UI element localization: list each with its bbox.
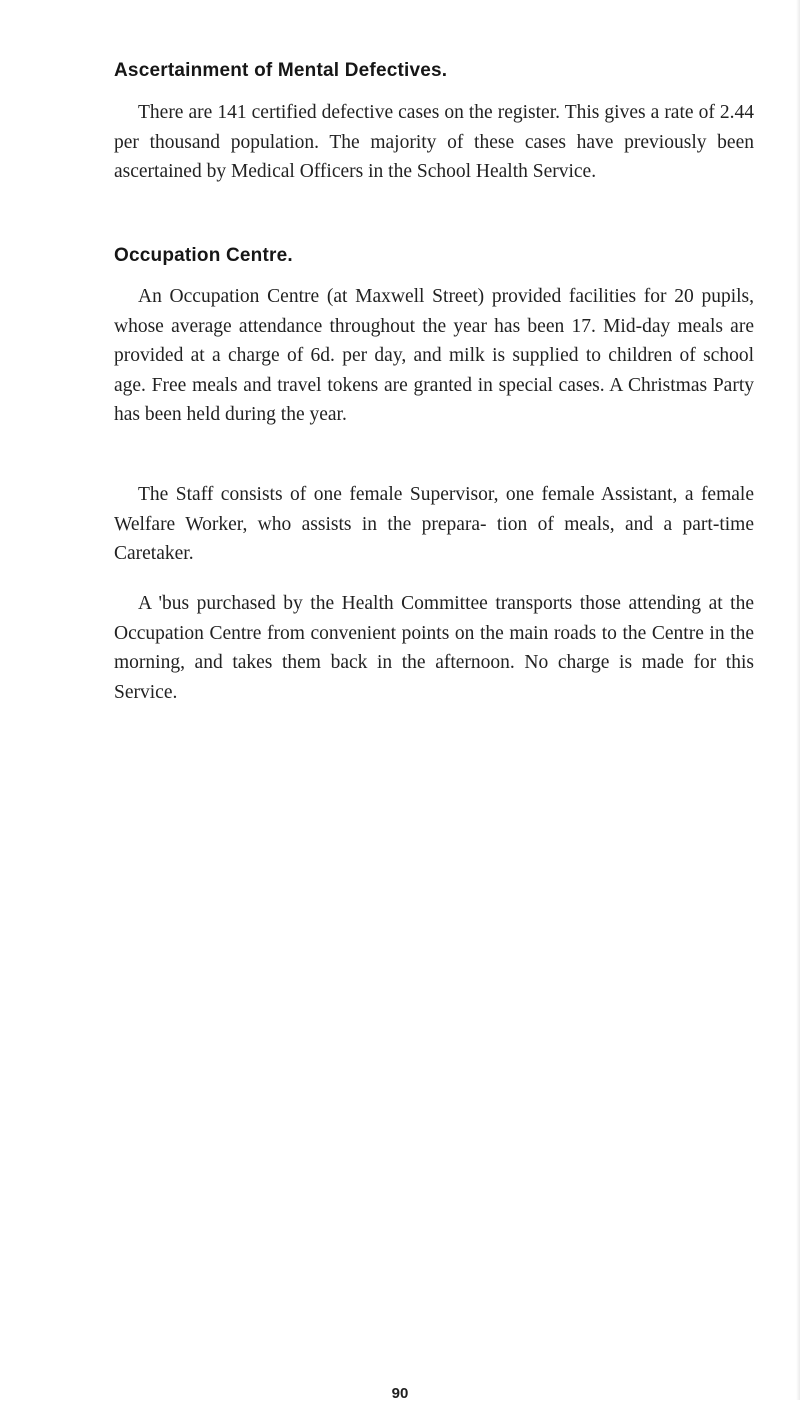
paragraph-text: There are 141 certified defective cases on the register. This gives a rate of 2.44 per thousand population. The majority of these cases have previously been ascertained by Medical Officers in the School Health Service. [114,102,754,182]
paragraph-text: The Staff consists of one female Supervisor, one female Assistant, a female Welfare Worker, who assists in the prepara- tion of meals, and a part-time Caretaker. [114,484,754,564]
paragraph-ascertainment [114,98,754,187]
section-heading-ascertainment: Ascertainment of Mental Defectives. [114,60,448,81]
paragraph-text: A 'bus purchased by the Health Committee transports those attending at the Occupation Centre from convenient points on the main roads to the Centre in the morning, and takes them back in the afternoon. No charge is made for this Service. [114,593,754,703]
paragraph-staff [114,480,754,569]
page-edge-shadow [796,0,800,1400]
paragraph-text: An Occupation Centre (at Maxwell Street) provided facilities for 20 pupils, whose average attendance throughout the year has been 17. Mid-day meals are provided at a charge of 6d. per day, and milk is supplied to children of school age. Free meals and travel tokens are granted in special cases. A Christmas Party has been held during the year. [114,286,754,425]
paragraph-occupation-centre-facilities [114,282,754,430]
page-number: 90 [391,1385,409,1402]
paragraph-bus-transport [114,589,754,707]
section-heading-occupation-centre: Occupation Centre. [114,245,293,266]
